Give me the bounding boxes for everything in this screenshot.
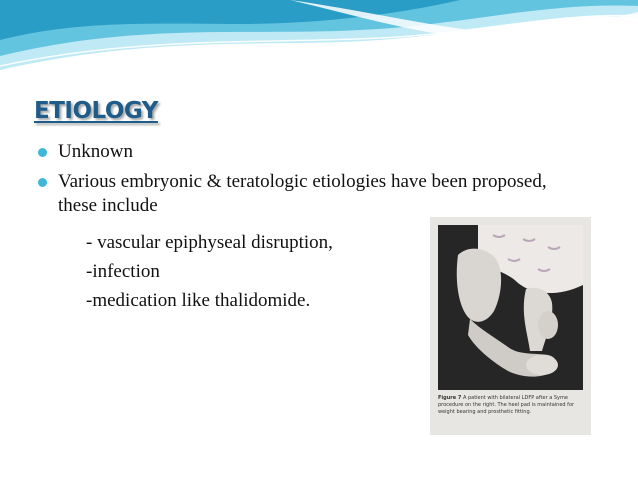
foot-shape bbox=[526, 355, 558, 375]
bullet-dot-icon bbox=[38, 178, 47, 187]
photo-caption bbox=[438, 395, 584, 416]
slide-title: ETIOLOGY bbox=[34, 98, 158, 124]
header-wave-decoration bbox=[0, 0, 638, 80]
bullet-text: Various embryonic & teratologic etiologies have been proposed, these include bbox=[58, 171, 547, 216]
sub-item: -medication like thalidomide. bbox=[86, 290, 311, 311]
bullet-text: Unknown bbox=[58, 141, 133, 162]
bullet-item bbox=[38, 170, 578, 218]
photo-image bbox=[438, 225, 583, 390]
patient-legs-illustration bbox=[438, 225, 583, 390]
sub-item: - vascular epiphyseal disruption, bbox=[86, 232, 333, 253]
patient-photo bbox=[430, 217, 591, 435]
bullet-list bbox=[38, 140, 598, 224]
caption-text: A patient with bilateral LDFP after a Syme procedure on the right. The heel pad is maintained for weight bearing and prosthetic fitting. bbox=[438, 395, 575, 415]
stump-shape bbox=[538, 311, 558, 339]
bullet-item bbox=[38, 140, 598, 164]
bullet-dot-icon bbox=[38, 148, 47, 157]
caption-label: Figure 7 bbox=[438, 395, 462, 401]
sub-item: -infection bbox=[86, 261, 160, 282]
